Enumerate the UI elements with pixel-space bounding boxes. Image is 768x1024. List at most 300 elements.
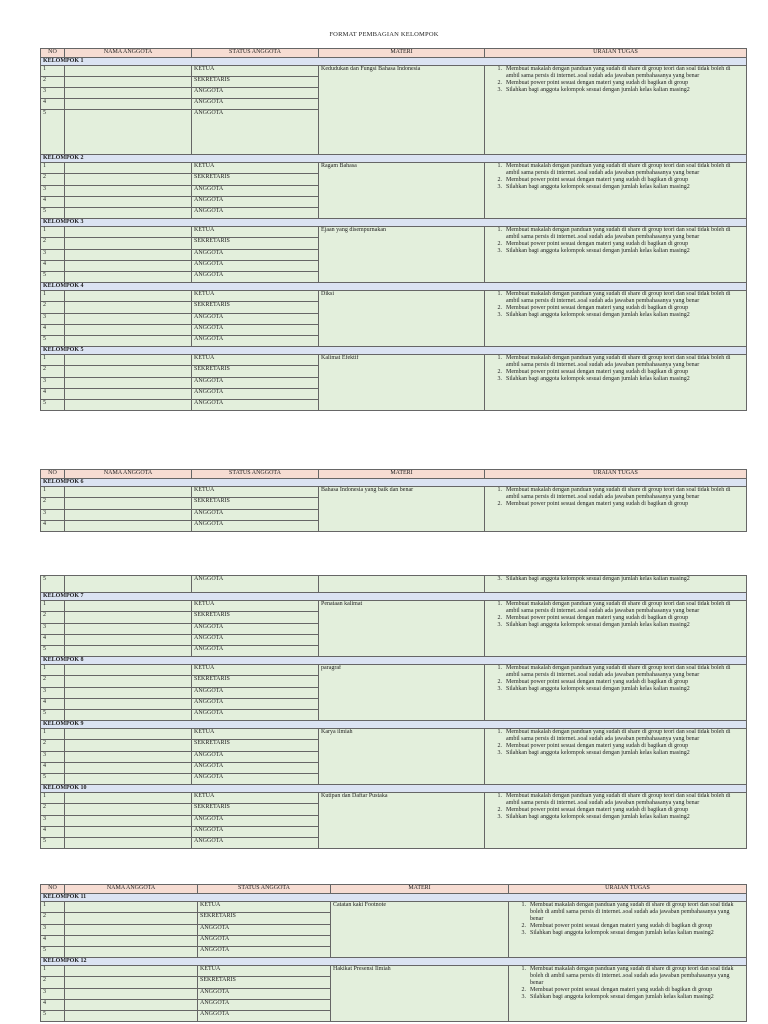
member-name-cell[interactable] bbox=[65, 612, 192, 624]
member-number: 1 bbox=[41, 487, 65, 498]
member-status: ANGGOTA bbox=[192, 208, 319, 219]
member-number: 3 bbox=[41, 510, 65, 521]
column-header: URAIAN TUGAS bbox=[485, 49, 747, 58]
member-number: 1 bbox=[41, 227, 65, 238]
member-row bbox=[41, 902, 747, 913]
member-number: 5 bbox=[41, 710, 65, 721]
task-number: 2. bbox=[497, 500, 502, 507]
member-status: SEKRETARIS bbox=[192, 366, 319, 378]
member-status: ANGGOTA bbox=[192, 99, 319, 110]
member-number: 2 bbox=[41, 77, 65, 88]
member-status: ANGGOTA bbox=[192, 272, 319, 283]
member-number: 3 bbox=[41, 186, 65, 197]
member-status: KETUA bbox=[198, 966, 331, 977]
task-number: 1. bbox=[497, 227, 502, 233]
member-number: 1 bbox=[41, 966, 65, 977]
task-text: Silahkan bagi anggota kelompok sesuai dengan jumlah kelas kalian masing2 bbox=[506, 576, 690, 582]
member-name-cell[interactable] bbox=[65, 272, 192, 283]
task-item bbox=[487, 291, 744, 305]
member-number: 1 bbox=[41, 601, 65, 612]
member-status: ANGGOTA bbox=[192, 688, 319, 699]
member-status: KETUA bbox=[192, 665, 319, 676]
task-number: 1. bbox=[497, 487, 502, 493]
task-text: Membuat power point sesuai dengan materi yang sudah di bagikan di group bbox=[506, 79, 689, 86]
task-text: Membuat power point sesuai dengan materi yang sudah di bagikan di group bbox=[506, 614, 689, 621]
member-name-cell[interactable] bbox=[65, 601, 192, 612]
member-number: 2 bbox=[41, 804, 65, 816]
task-item bbox=[487, 601, 744, 615]
group-header-row bbox=[41, 958, 747, 966]
tasks-cell bbox=[485, 665, 747, 721]
member-name-cell[interactable] bbox=[65, 336, 192, 347]
member-name-cell[interactable] bbox=[65, 498, 192, 510]
task-number: 1. bbox=[521, 966, 526, 972]
task-item bbox=[511, 987, 744, 994]
task-text: Silahkan bagi anggota kelompok sesuai dengan jumlah kelas kalian masing2 bbox=[506, 247, 690, 254]
member-name-cell[interactable] bbox=[65, 186, 192, 197]
member-number: 5 bbox=[41, 774, 65, 785]
materi-cell: Kalimat Efektif bbox=[319, 355, 485, 411]
task-text: Membuat power point sesuai dengan materi yang sudah di bagikan di group bbox=[506, 500, 689, 507]
task-item bbox=[511, 930, 744, 937]
tasks-cell bbox=[485, 576, 747, 593]
member-number: 1 bbox=[41, 163, 65, 174]
task-text: Silahkan bagi anggota kelompok sesuai dengan jumlah kelas kalian masing2 bbox=[506, 749, 690, 756]
task-item bbox=[487, 184, 744, 191]
group-label: KELOMPOK 11 bbox=[41, 894, 747, 902]
member-name-cell[interactable] bbox=[65, 936, 198, 947]
member-number: 5 bbox=[41, 646, 65, 657]
group-label: KELOMPOK 4 bbox=[41, 283, 747, 291]
task-number: 2. bbox=[497, 304, 502, 311]
member-status: ANGGOTA bbox=[198, 989, 331, 1000]
member-row bbox=[41, 66, 747, 77]
member-number: 5 bbox=[41, 110, 65, 155]
member-status: KETUA bbox=[192, 793, 319, 804]
materi-cell: Diksi bbox=[319, 291, 485, 347]
column-header: STATUS ANGGOTA bbox=[192, 49, 319, 58]
task-text: Membuat power point sesuai dengan materi yang sudah di bagikan di group bbox=[506, 742, 689, 749]
member-status: ANGGOTA bbox=[192, 197, 319, 208]
member-status: ANGGOTA bbox=[192, 646, 319, 657]
member-name-cell[interactable] bbox=[65, 576, 192, 593]
group-label: KELOMPOK 8 bbox=[41, 657, 747, 665]
group-table bbox=[40, 884, 747, 1022]
member-number: 5 bbox=[41, 1011, 65, 1022]
group-label: KELOMPOK 2 bbox=[41, 155, 747, 163]
task-number: 2. bbox=[497, 742, 502, 749]
task-number: 2. bbox=[497, 806, 502, 813]
member-name-cell[interactable] bbox=[65, 676, 192, 688]
materi-cell: Catatan kaki Footnote bbox=[331, 902, 509, 958]
task-text: Silahkan bagi anggota kelompok sesuai dengan jumlah kelas kalian masing2 bbox=[530, 993, 714, 1000]
member-number: 4 bbox=[41, 763, 65, 774]
task-item bbox=[487, 665, 744, 679]
task-text: Membuat makalah dengan panduan yang sudah di share di group teori dan soal tidak boleh di ambil sama persis di internet..soal sudah ada jawaban pembahasanya yang benar bbox=[506, 729, 731, 742]
member-name-cell[interactable] bbox=[65, 838, 192, 849]
member-name-cell[interactable] bbox=[65, 710, 192, 721]
member-status: ANGGOTA bbox=[192, 635, 319, 646]
group-header-row bbox=[41, 721, 747, 729]
member-status: ANGGOTA bbox=[198, 936, 331, 947]
table-header-row bbox=[41, 49, 747, 58]
materi-cell: Ragam Bahasa bbox=[319, 163, 485, 219]
member-status: ANGGOTA bbox=[198, 947, 331, 958]
member-status: KETUA bbox=[192, 291, 319, 302]
task-text: Membuat power point sesuai dengan materi yang sudah di bagikan di group bbox=[506, 678, 689, 685]
member-name-cell[interactable] bbox=[65, 665, 192, 676]
tasks-cell bbox=[485, 793, 747, 849]
member-number: 3 bbox=[41, 752, 65, 763]
member-name-cell[interactable] bbox=[65, 110, 192, 155]
group-header-row bbox=[41, 894, 747, 902]
task-number: 1. bbox=[497, 66, 502, 72]
member-number: 2 bbox=[41, 366, 65, 378]
member-number: 5 bbox=[41, 400, 65, 411]
member-name-cell[interactable] bbox=[65, 250, 192, 261]
member-name-cell[interactable] bbox=[65, 400, 192, 411]
materi-cell bbox=[319, 576, 485, 593]
member-status: ANGGOTA bbox=[192, 400, 319, 411]
task-item bbox=[511, 902, 744, 923]
member-row bbox=[41, 291, 747, 302]
member-number: 4 bbox=[41, 699, 65, 710]
member-row bbox=[41, 601, 747, 612]
member-number: 3 bbox=[41, 688, 65, 699]
group-table bbox=[40, 48, 747, 411]
member-name-cell[interactable] bbox=[65, 763, 192, 774]
member-number: 5 bbox=[41, 576, 65, 593]
member-status: ANGGOTA bbox=[192, 752, 319, 763]
member-name-cell[interactable] bbox=[65, 487, 192, 498]
member-number: 1 bbox=[41, 793, 65, 804]
task-item bbox=[511, 994, 744, 1001]
member-name-cell[interactable] bbox=[65, 208, 192, 219]
task-text: Membuat makalah dengan panduan yang sudah di share di group teori dan soal tidak boleh di ambil sama persis di internet..soal sudah ada jawaban pembahasanya yang benar bbox=[506, 227, 731, 240]
task-number: 3. bbox=[497, 621, 502, 628]
member-name-cell[interactable] bbox=[65, 989, 198, 1000]
task-item bbox=[487, 305, 744, 312]
member-status: ANGGOTA bbox=[192, 186, 319, 197]
tasks-cell bbox=[485, 291, 747, 347]
task-text: Silahkan bagi anggota kelompok sesuai dengan jumlah kelas kalian masing2 bbox=[506, 183, 690, 190]
tasks-cell bbox=[485, 355, 747, 411]
member-row bbox=[41, 355, 747, 366]
member-number: 3 bbox=[41, 378, 65, 389]
member-status: ANGGOTA bbox=[192, 763, 319, 774]
member-name-cell[interactable] bbox=[65, 1011, 198, 1022]
member-status: ANGGOTA bbox=[192, 325, 319, 336]
member-name-cell[interactable] bbox=[65, 389, 192, 400]
tasks-cell bbox=[509, 966, 747, 1022]
member-status: ANGGOTA bbox=[192, 576, 319, 593]
member-status: ANGGOTA bbox=[192, 389, 319, 400]
member-name-cell[interactable] bbox=[65, 163, 192, 174]
member-status: KETUA bbox=[192, 66, 319, 77]
member-name-cell[interactable] bbox=[65, 793, 192, 804]
member-status: ANGGOTA bbox=[192, 336, 319, 347]
tasks-cell bbox=[485, 163, 747, 219]
member-status: ANGGOTA bbox=[198, 925, 331, 936]
member-status: SEKRETARIS bbox=[198, 977, 331, 989]
member-name-cell[interactable] bbox=[65, 99, 192, 110]
task-text: Membuat power point sesuai dengan materi yang sudah di bagikan di group bbox=[506, 368, 689, 375]
member-number: 1 bbox=[41, 291, 65, 302]
member-status: SEKRETARIS bbox=[192, 804, 319, 816]
member-number: 4 bbox=[41, 521, 65, 532]
task-item bbox=[487, 576, 744, 583]
member-number: 3 bbox=[41, 989, 65, 1000]
tasks-cell bbox=[485, 601, 747, 657]
task-item bbox=[487, 241, 744, 248]
member-status: SEKRETARIS bbox=[192, 302, 319, 314]
task-text: Silahkan bagi anggota kelompok sesuai dengan jumlah kelas kalian masing2 bbox=[506, 311, 690, 318]
member-name-cell[interactable] bbox=[65, 227, 192, 238]
member-status: ANGGOTA bbox=[192, 314, 319, 325]
group-header-row bbox=[41, 785, 747, 793]
member-number: 2 bbox=[41, 238, 65, 250]
column-header: URAIAN TUGAS bbox=[485, 470, 747, 479]
member-name-cell[interactable] bbox=[65, 740, 192, 752]
task-number: 1. bbox=[521, 902, 526, 908]
member-row bbox=[41, 487, 747, 498]
task-number: 1. bbox=[497, 355, 502, 361]
task-number: 3. bbox=[497, 576, 502, 582]
member-number: 4 bbox=[41, 389, 65, 400]
member-status: ANGGOTA bbox=[192, 261, 319, 272]
task-item bbox=[487, 248, 744, 255]
member-number: 5 bbox=[41, 208, 65, 219]
member-name-cell[interactable] bbox=[65, 816, 192, 827]
member-name-cell[interactable] bbox=[65, 66, 192, 77]
member-status: ANGGOTA bbox=[192, 510, 319, 521]
task-text: Membuat makalah dengan panduan yang sudah di share di group teori dan soal tidak boleh di ambil sama persis di internet..soal sudah ada jawaban pembahasanya yang benar bbox=[506, 601, 731, 614]
task-item bbox=[487, 66, 744, 80]
member-number: 5 bbox=[41, 947, 65, 958]
group-label: KELOMPOK 9 bbox=[41, 721, 747, 729]
task-number: 2. bbox=[497, 79, 502, 86]
task-number: 3. bbox=[521, 929, 526, 936]
member-name-cell[interactable] bbox=[65, 635, 192, 646]
member-number: 3 bbox=[41, 314, 65, 325]
member-name-cell[interactable] bbox=[65, 261, 192, 272]
task-text: Silahkan bagi anggota kelompok sesuai dengan jumlah kelas kalian masing2 bbox=[506, 813, 690, 820]
member-name-cell[interactable] bbox=[65, 1000, 198, 1011]
group-header-row bbox=[41, 657, 747, 665]
group-label: KELOMPOK 10 bbox=[41, 785, 747, 793]
member-name-cell[interactable] bbox=[65, 174, 192, 186]
task-number: 1. bbox=[497, 291, 502, 297]
task-text: Membuat makalah dengan panduan yang sudah di share di group teori dan soal tidak boleh di ambil sama persis di internet..soal sudah ada jawaban pembahasanya yang benar bbox=[530, 966, 734, 986]
group-header-row bbox=[41, 58, 747, 66]
member-name-cell[interactable] bbox=[65, 966, 198, 977]
member-name-cell[interactable] bbox=[65, 378, 192, 389]
group-table bbox=[40, 469, 747, 532]
task-number: 3. bbox=[497, 247, 502, 254]
member-name-cell[interactable] bbox=[65, 752, 192, 763]
member-number: 4 bbox=[41, 325, 65, 336]
member-row bbox=[41, 576, 747, 593]
task-number: 3. bbox=[497, 86, 502, 93]
member-name-cell[interactable] bbox=[65, 804, 192, 816]
member-status: KETUA bbox=[192, 601, 319, 612]
member-status: KETUA bbox=[192, 227, 319, 238]
column-header: NAMA ANGGOTA bbox=[65, 49, 192, 58]
task-item bbox=[487, 177, 744, 184]
task-text: Membuat power point sesuai dengan materi yang sudah di bagikan di group bbox=[530, 922, 713, 929]
tasks-cell bbox=[509, 902, 747, 958]
member-name-cell[interactable] bbox=[65, 646, 192, 657]
member-name-cell[interactable] bbox=[65, 238, 192, 250]
task-number: 2. bbox=[497, 176, 502, 183]
task-number: 1. bbox=[497, 729, 502, 735]
task-text: Membuat makalah dengan panduan yang sudah di share di group teori dan soal tidak boleh di ambil sama persis di internet..soal sudah ada jawaban pembahasanya yang benar bbox=[506, 66, 731, 79]
task-number: 1. bbox=[497, 163, 502, 169]
member-row bbox=[41, 163, 747, 174]
task-text: Membuat makalah dengan panduan yang sudah di share di group teori dan soal tidak boleh di ambil sama persis di internet..soal sudah ada jawaban pembahasanya yang benar bbox=[506, 355, 731, 368]
member-name-cell[interactable] bbox=[65, 355, 192, 366]
materi-cell: Bahasa Indonesia yang baik dan benar bbox=[319, 487, 485, 532]
task-item bbox=[487, 679, 744, 686]
member-status: KETUA bbox=[192, 355, 319, 366]
member-row bbox=[41, 665, 747, 676]
materi-cell: Kutipan dan Daftar Pustaka bbox=[319, 793, 485, 849]
member-status: ANGGOTA bbox=[192, 378, 319, 389]
task-item bbox=[487, 501, 744, 508]
task-item bbox=[487, 87, 744, 94]
task-item bbox=[487, 312, 744, 319]
member-row bbox=[41, 793, 747, 804]
task-number: 2. bbox=[497, 240, 502, 247]
member-name-cell[interactable] bbox=[65, 977, 198, 989]
member-name-cell[interactable] bbox=[65, 729, 192, 740]
task-text: Membuat power point sesuai dengan materi yang sudah di bagikan di group bbox=[506, 806, 689, 813]
task-item bbox=[487, 227, 744, 241]
member-name-cell[interactable] bbox=[65, 827, 192, 838]
member-status: ANGGOTA bbox=[192, 838, 319, 849]
member-status: ANGGOTA bbox=[198, 1011, 331, 1022]
member-status: SEKRETARIS bbox=[192, 77, 319, 88]
member-name-cell[interactable] bbox=[65, 77, 192, 88]
materi-cell: Karya ilmiah bbox=[319, 729, 485, 785]
member-number: 2 bbox=[41, 740, 65, 752]
member-status: SEKRETARIS bbox=[192, 238, 319, 250]
member-name-cell[interactable] bbox=[65, 302, 192, 314]
materi-cell: paragraf bbox=[319, 665, 485, 721]
member-number: 1 bbox=[41, 66, 65, 77]
column-header: STATUS ANGGOTA bbox=[198, 885, 331, 894]
task-text: Membuat makalah dengan panduan yang sudah di share di group teori dan soal tidak boleh di ambil sama persis di internet..soal sudah ada jawaban pembahasanya yang benar bbox=[506, 163, 731, 176]
member-number: 3 bbox=[41, 925, 65, 936]
member-status: ANGGOTA bbox=[192, 699, 319, 710]
task-number: 3. bbox=[497, 183, 502, 190]
materi-cell: Hakikat Presensi Ilmiah bbox=[331, 966, 509, 1022]
tasks-cell bbox=[485, 487, 747, 532]
member-name-cell[interactable] bbox=[65, 699, 192, 710]
member-name-cell[interactable] bbox=[65, 521, 192, 532]
member-name-cell[interactable] bbox=[65, 314, 192, 325]
member-number: 4 bbox=[41, 827, 65, 838]
member-number: 5 bbox=[41, 838, 65, 849]
task-item bbox=[487, 622, 744, 629]
task-number: 1. bbox=[497, 793, 502, 799]
member-status: SEKRETARIS bbox=[192, 498, 319, 510]
column-header: NAMA ANGGOTA bbox=[65, 470, 192, 479]
member-name-cell[interactable] bbox=[65, 902, 198, 913]
member-name-cell[interactable] bbox=[65, 947, 198, 958]
task-item bbox=[511, 923, 744, 930]
member-name-cell[interactable] bbox=[65, 774, 192, 785]
member-number: 3 bbox=[41, 624, 65, 635]
tasks-cell bbox=[485, 227, 747, 283]
member-name-cell[interactable] bbox=[65, 688, 192, 699]
member-name-cell[interactable] bbox=[65, 88, 192, 99]
column-header: STATUS ANGGOTA bbox=[192, 470, 319, 479]
member-number: 2 bbox=[41, 676, 65, 688]
group-header-row bbox=[41, 593, 747, 601]
member-number: 5 bbox=[41, 272, 65, 283]
group-label: KELOMPOK 5 bbox=[41, 347, 747, 355]
member-name-cell[interactable] bbox=[65, 925, 198, 936]
member-status: ANGGOTA bbox=[192, 624, 319, 635]
group-label: KELOMPOK 12 bbox=[41, 958, 747, 966]
column-header: NO bbox=[41, 885, 65, 894]
member-number: 1 bbox=[41, 902, 65, 913]
member-number: 3 bbox=[41, 250, 65, 261]
task-item bbox=[487, 793, 744, 807]
member-name-cell[interactable] bbox=[65, 197, 192, 208]
task-text: Silahkan bagi anggota kelompok sesuai dengan jumlah kelas kalian masing2 bbox=[506, 86, 690, 93]
task-number: 2. bbox=[521, 922, 526, 929]
task-item bbox=[487, 163, 744, 177]
member-name-cell[interactable] bbox=[65, 510, 192, 521]
task-text: Membuat makalah dengan panduan yang sudah di share di group teori dan soal tidak boleh di ambil sama persis di internet..soal sudah ada jawaban pembahasanya yang benar bbox=[506, 291, 731, 304]
member-number: 3 bbox=[41, 816, 65, 827]
task-number: 3. bbox=[497, 685, 502, 692]
member-number: 2 bbox=[41, 302, 65, 314]
member-status: SEKRETARIS bbox=[192, 174, 319, 186]
member-name-cell[interactable] bbox=[65, 291, 192, 302]
member-name-cell[interactable] bbox=[65, 913, 198, 925]
member-status: KETUA bbox=[192, 729, 319, 740]
member-status: ANGGOTA bbox=[192, 816, 319, 827]
document-title: FORMAT PEMBAGIAN KELOMPOK bbox=[329, 31, 439, 38]
table-header-row bbox=[41, 885, 747, 894]
task-number: 3. bbox=[497, 749, 502, 756]
member-name-cell[interactable] bbox=[65, 366, 192, 378]
member-number: 1 bbox=[41, 355, 65, 366]
member-name-cell[interactable] bbox=[65, 325, 192, 336]
task-item bbox=[487, 355, 744, 369]
member-number: 2 bbox=[41, 498, 65, 510]
task-item bbox=[487, 729, 744, 743]
task-item bbox=[487, 750, 744, 757]
task-item bbox=[487, 814, 744, 821]
tasks-cell bbox=[485, 729, 747, 785]
group-label: KELOMPOK 7 bbox=[41, 593, 747, 601]
task-item bbox=[487, 80, 744, 87]
column-header: NO bbox=[41, 470, 65, 479]
member-status: ANGGOTA bbox=[192, 710, 319, 721]
task-number: 2. bbox=[497, 368, 502, 375]
member-name-cell[interactable] bbox=[65, 624, 192, 635]
task-text: Silahkan bagi anggota kelompok sesuai dengan jumlah kelas kalian masing2 bbox=[506, 621, 690, 628]
member-number: 4 bbox=[41, 936, 65, 947]
task-text: Membuat makalah dengan panduan yang sudah di share di group teori dan soal tidak boleh di ambil sama persis di internet..soal sudah ada jawaban pembahasanya yang benar bbox=[506, 665, 731, 678]
task-number: 3. bbox=[497, 375, 502, 382]
group-header-row bbox=[41, 283, 747, 291]
group-label: KELOMPOK 3 bbox=[41, 219, 747, 227]
